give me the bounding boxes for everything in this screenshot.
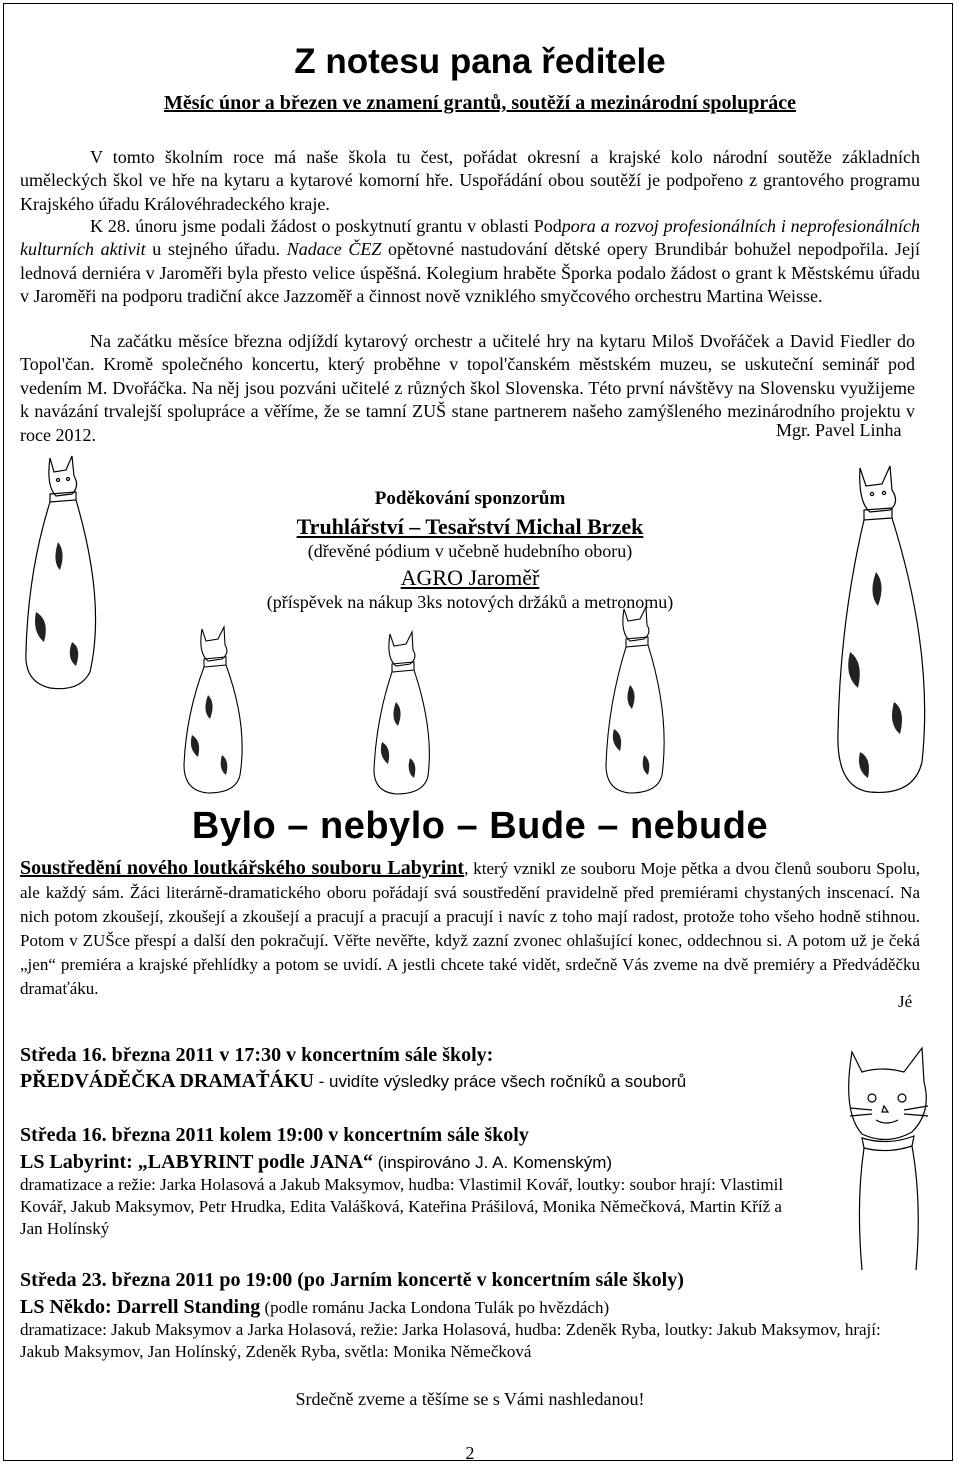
event-1-title: PŘEDVÁDĚČKA DRAMAŤÁKU	[20, 1070, 314, 1092]
sponsor-2-note: (příspěvek na nákup 3ks notových držáků a metronomu)	[266, 592, 674, 612]
page-subtitle: Měsíc únor a březen ve znamení grantů, soutěží a mezinárodní spolupráce	[164, 92, 796, 114]
event-2-heading: Středa 16. března 2011 kolem 19:00 v koncertním sále školy	[20, 1124, 529, 1146]
cat-drawing-middle-left-icon	[178, 625, 258, 795]
bylo-title: Bylo – nebylo – Bude – nebude	[191, 805, 769, 847]
event-3-title: LS Někdo: Darrell Standing	[20, 1296, 261, 1318]
event-2-title: LS Labyrint: „LABYRINT podle JANA“	[20, 1151, 374, 1173]
bylo-signature: Jé	[898, 992, 913, 1011]
page-title: Z notesu pana ředitele	[294, 42, 666, 81]
bylo-paragraph: Soustředění nového loutkářského souboru Labyrint, který vznikl ze souboru Moje pětka a dvou členů souboru Spolu, ale každý sám. Žáci literárně-dramatického oboru pořádají svá soustředění pravidelně před premiérami chystaných inscenací. Na nich potom zkoušejí, zkoušejí a zkoušejí a pracují a pracují a pracují i navíc z toho mají radost, protože toho všeho hodně stihnou. Potom v ZUŠce přespí a další den pokračují. Věřte nevěřte, když zazní zvonec ohlašující konec, oddechnou si. A potom už je čeká „jen“ premiéra a krajské přehlídky a potom se uvidí. A jestli chcete také vidět, srdečně Vás zveme na dvě premiéry a Předváděčku dramaťáku.	[20, 857, 921, 998]
event-2	[20, 1123, 810, 1240]
cat-drawing-center-icon	[370, 630, 440, 795]
event-3-title-note: (podle románu Jacka Londona Tulák po hvězdách)	[260, 1298, 610, 1317]
cat-drawing-right-icon	[830, 462, 935, 797]
event-3-credits: dramatizace: Jakub Maksymov a Jarka Holasová, režie: Jarka Holasová, hudba: Zdeněk Ryba, loutky: Jakub Maksymov, hrají: Jakub Maksymov, Jan Holínský, Zdeněk Ryba, světla: Monika Němečková	[20, 1320, 881, 1361]
event-3-heading: Středa 23. března 2011 po 19:00 (po Jarním koncertě v koncertním sále školy)	[20, 1269, 684, 1291]
event-1	[20, 1043, 920, 1093]
event-1-heading: Středa 16. března 2011 v 17:30 v koncertním sále školy:	[20, 1044, 494, 1066]
sponsor-1-name: Truhlářství – Tesařství Michal Brzek	[296, 514, 644, 539]
intro-paragraph-1: V tomto školním roce má naše škola tu čest, pořádat okresní a krajské kolo národní soutěže základních uměleckých škol ve hře na kytaru a kytarové komorní hře. Uspořádání obou soutěží je podpořeno z grantového programu Krajského úřadu Královéhradeckého kraje.	[20, 147, 920, 214]
cat-drawing-middle-right-icon	[600, 605, 680, 795]
intro-paragraph-2: K 28. únoru jsme podali žádost o poskytnutí grantu v oblasti Podpora a rozvoj profesionálních i neprofesionálních kulturních aktivit u stejného úřadu. Nadace ČEZ opětovné nastudování dětské opery Brundibár bohužel nepodpořila. Její lednová derniéra v Jaroměři byla přesto velice úspěšná. Kolegium hraběte Šporka podalo žádost o grant k Městskému úřadu v Jaroměři na podporu tradiční akce Jazzoměř a činnost nově vzniklého smyčcového orchestru Martina Weisse.	[20, 216, 920, 307]
sponsor-1-note: (dřevěné pódium v učebně hudebního oboru)	[307, 541, 633, 561]
event-2-credits: dramatizace a režie: Jarka Holasová a Jakub Maksymov, hudba: Vlastimil Kovář, loutky: soubor hrají: Vlastimil Kovář, Jakub Maksymov, Petr Hrudka, Edita Valášková, Kateřina Prášilová, Monika Němečková, Martin Kříž a Jan Holínský	[20, 1175, 784, 1238]
intro-paragraph-3: Na začátku měsíce března odjíždí kytarový orchestr a učitelé hry na kytaru Miloš Dvořáček a David Fiedler do Topol'čan. Kromě společného koncertu, který proběhne v topol'čanském městském muzeu, se uskuteční seminář pod vedením M. Dvořáčka. Na něj jsou pozváni učitelé z různých škol Slovenska. Této první návštěvy na Slovensku využijeme k navázání trvalejší spolupráce a věříme, že se tamní ZUŠ stane partnerem našeho zamýšleného mezinárodního projektu v roce 2012.	[20, 331, 915, 445]
event-3	[20, 1268, 890, 1363]
closing-line: Srdečně zveme a těšíme se s Vámi nashledanou!	[295, 1389, 645, 1409]
sponsor-2-name: AGRO Jaroměř	[400, 565, 540, 590]
signature: Mgr. Pavel Linha	[776, 420, 902, 440]
event-2-title-note: (inspirováno J. A. Komenským)	[373, 1153, 613, 1172]
event-1-title-note: - uvidíte výsledky práce všech ročníků a souborů	[313, 1072, 687, 1091]
page-number: 2	[465, 1443, 475, 1463]
sponsors-heading: Poděkování sponzorům	[374, 488, 566, 509]
